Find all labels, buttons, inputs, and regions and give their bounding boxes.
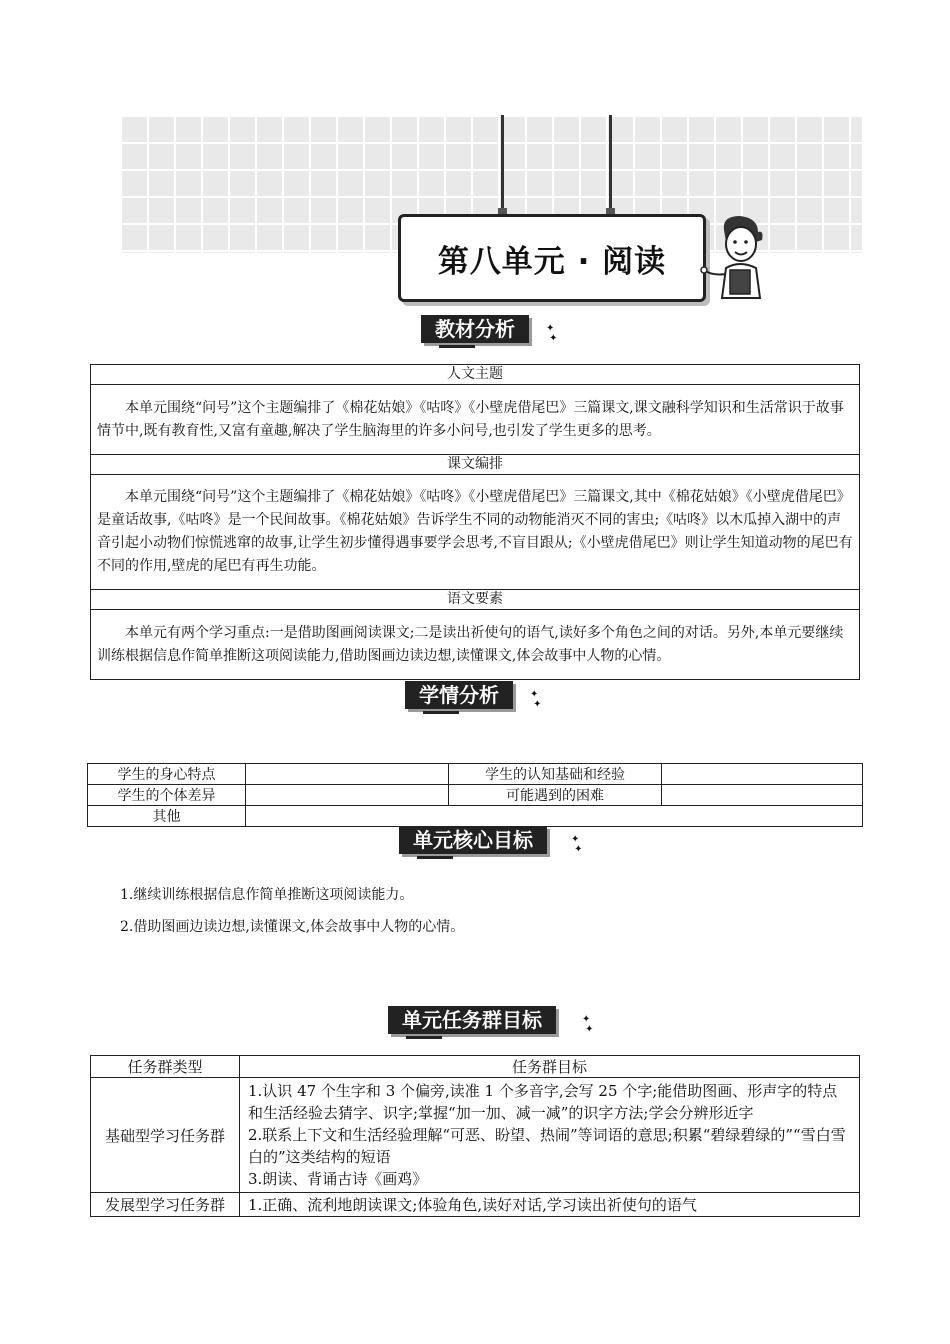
- task-basic-type: 基础型学习任务群: [91, 1078, 240, 1193]
- sparkle-icon: ✦ ✦: [530, 689, 542, 710]
- core-goal-item: 2.借助图画边读边想,读懂课文,体会故事中人物的心情。: [120, 919, 465, 935]
- layout-text: 本单元围绕“问号”这个主题编排了《棉花姑娘》《咕咚》《小壁虎借尾巴》三篇课文,其中《棉花姑娘》《小壁虎借尾巴》是童话故事,《咕咚》是一个民间故事。《棉花姑娘》告诉学生不同的动物能消灭不同的害虫;《咕咚》以木瓜掉入湖中的声音引起小动物们惊慌逃窜的故事,让学生初步懂得遇事要学会思考,不盲目跟从;《小壁虎借尾巴》则让学生知道动物的尾巴有不同的作用,壁虎的尾巴有再生功能。: [91, 475, 860, 590]
- task-head-goal: 任务群目标: [240, 1056, 860, 1078]
- language-heading: 语文要素: [91, 590, 860, 610]
- task-basic-goal-item: 3.朗读、背诵古诗《画鸡》: [248, 1170, 428, 1188]
- task-basic-goal-item: 1.认识 47 个生字和 3 个偏旁,读准 1 个多音字,会写 25 个字;能借助图画、形声字的特点和生活经验去猜字、识字;掌握“加一加、减一减”的识字方法;学会分辨形近字: [248, 1082, 838, 1122]
- sparkle-icon: ✦ ✦: [546, 323, 558, 344]
- language-text: 本单元有两个学习重点:一是借助图画阅读课文;二是读出祈使句的语气,读好多个角色之间的对话。另外,本单元要继续训练根据信息作简单推断这项阅读能力,借助图画边读边想,读懂课文,体会故事中人物的心情。: [91, 610, 860, 680]
- learning-cell-physical: 学生的身心特点: [88, 764, 246, 785]
- task-basic-goals: [240, 1078, 860, 1193]
- section-label-task-group-goals: 单元任务群目标: [388, 1006, 556, 1034]
- layout-heading: 课文编排: [91, 455, 860, 475]
- task-head-type: 任务群类型: [91, 1056, 240, 1078]
- sparkle-icon: ✦ ✦: [571, 834, 583, 855]
- learning-cell-difficulty-value: [662, 785, 863, 806]
- theme-heading: 人文主题: [91, 365, 860, 385]
- theme-text: 本单元围绕“问号”这个主题编排了《棉花姑娘》《咕咚》《小壁虎借尾巴》三篇课文,课文融科学知识和生活常识于故事情节中,既有教育性,又富有童趣,解决了学生脑海里的许多小问号,也引发了学生更多的思考。: [91, 385, 860, 455]
- learning-cell-other-value: [246, 806, 863, 827]
- hanging-rope-right: [609, 115, 612, 210]
- task-basic-goal-item: 2.联系上下文和生活经验理解“可恶、盼望、热闹”等词语的意思;积累“碧绿碧绿的”“雪白雪白的”这类结构的短语: [248, 1126, 846, 1166]
- learning-cell-difficulty: 可能遇到的困难: [449, 785, 662, 806]
- learning-cell-other: 其他: [88, 806, 246, 827]
- core-goal-item: 1.继续训练根据信息作简单推断这项阅读能力。: [120, 887, 414, 903]
- material-analysis-table: [90, 364, 860, 680]
- task-group-table: [90, 1055, 860, 1217]
- learning-cell-difference: 学生的个体差异: [88, 785, 246, 806]
- hanging-rope-left: [501, 115, 504, 210]
- teacher-mascot-icon: [700, 212, 772, 300]
- learning-cell-cognitive: 学生的认知基础和经验: [449, 764, 662, 785]
- sparkle-icon: ✦ ✦: [582, 1014, 594, 1035]
- section-label-core-goals: 单元核心目标: [399, 826, 547, 854]
- task-dev-goals: [240, 1193, 860, 1217]
- section-label-material-analysis: 教材分析: [421, 315, 529, 343]
- task-dev-type: 发展型学习任务群: [91, 1193, 240, 1217]
- task-dev-goal-item: 1.正确、流利地朗读课文;体验角色,读好对话,学习读出祈使句的语气: [248, 1195, 697, 1214]
- unit-title-board: [398, 214, 706, 302]
- learning-analysis-table: [87, 763, 863, 827]
- learning-cell-difference-value: [246, 785, 449, 806]
- learning-cell-physical-value: [246, 764, 449, 785]
- learning-cell-cognitive-value: [662, 764, 863, 785]
- section-label-learning-analysis: 学情分析: [405, 681, 513, 709]
- page-title: 第八单元 · 阅读: [437, 243, 667, 280]
